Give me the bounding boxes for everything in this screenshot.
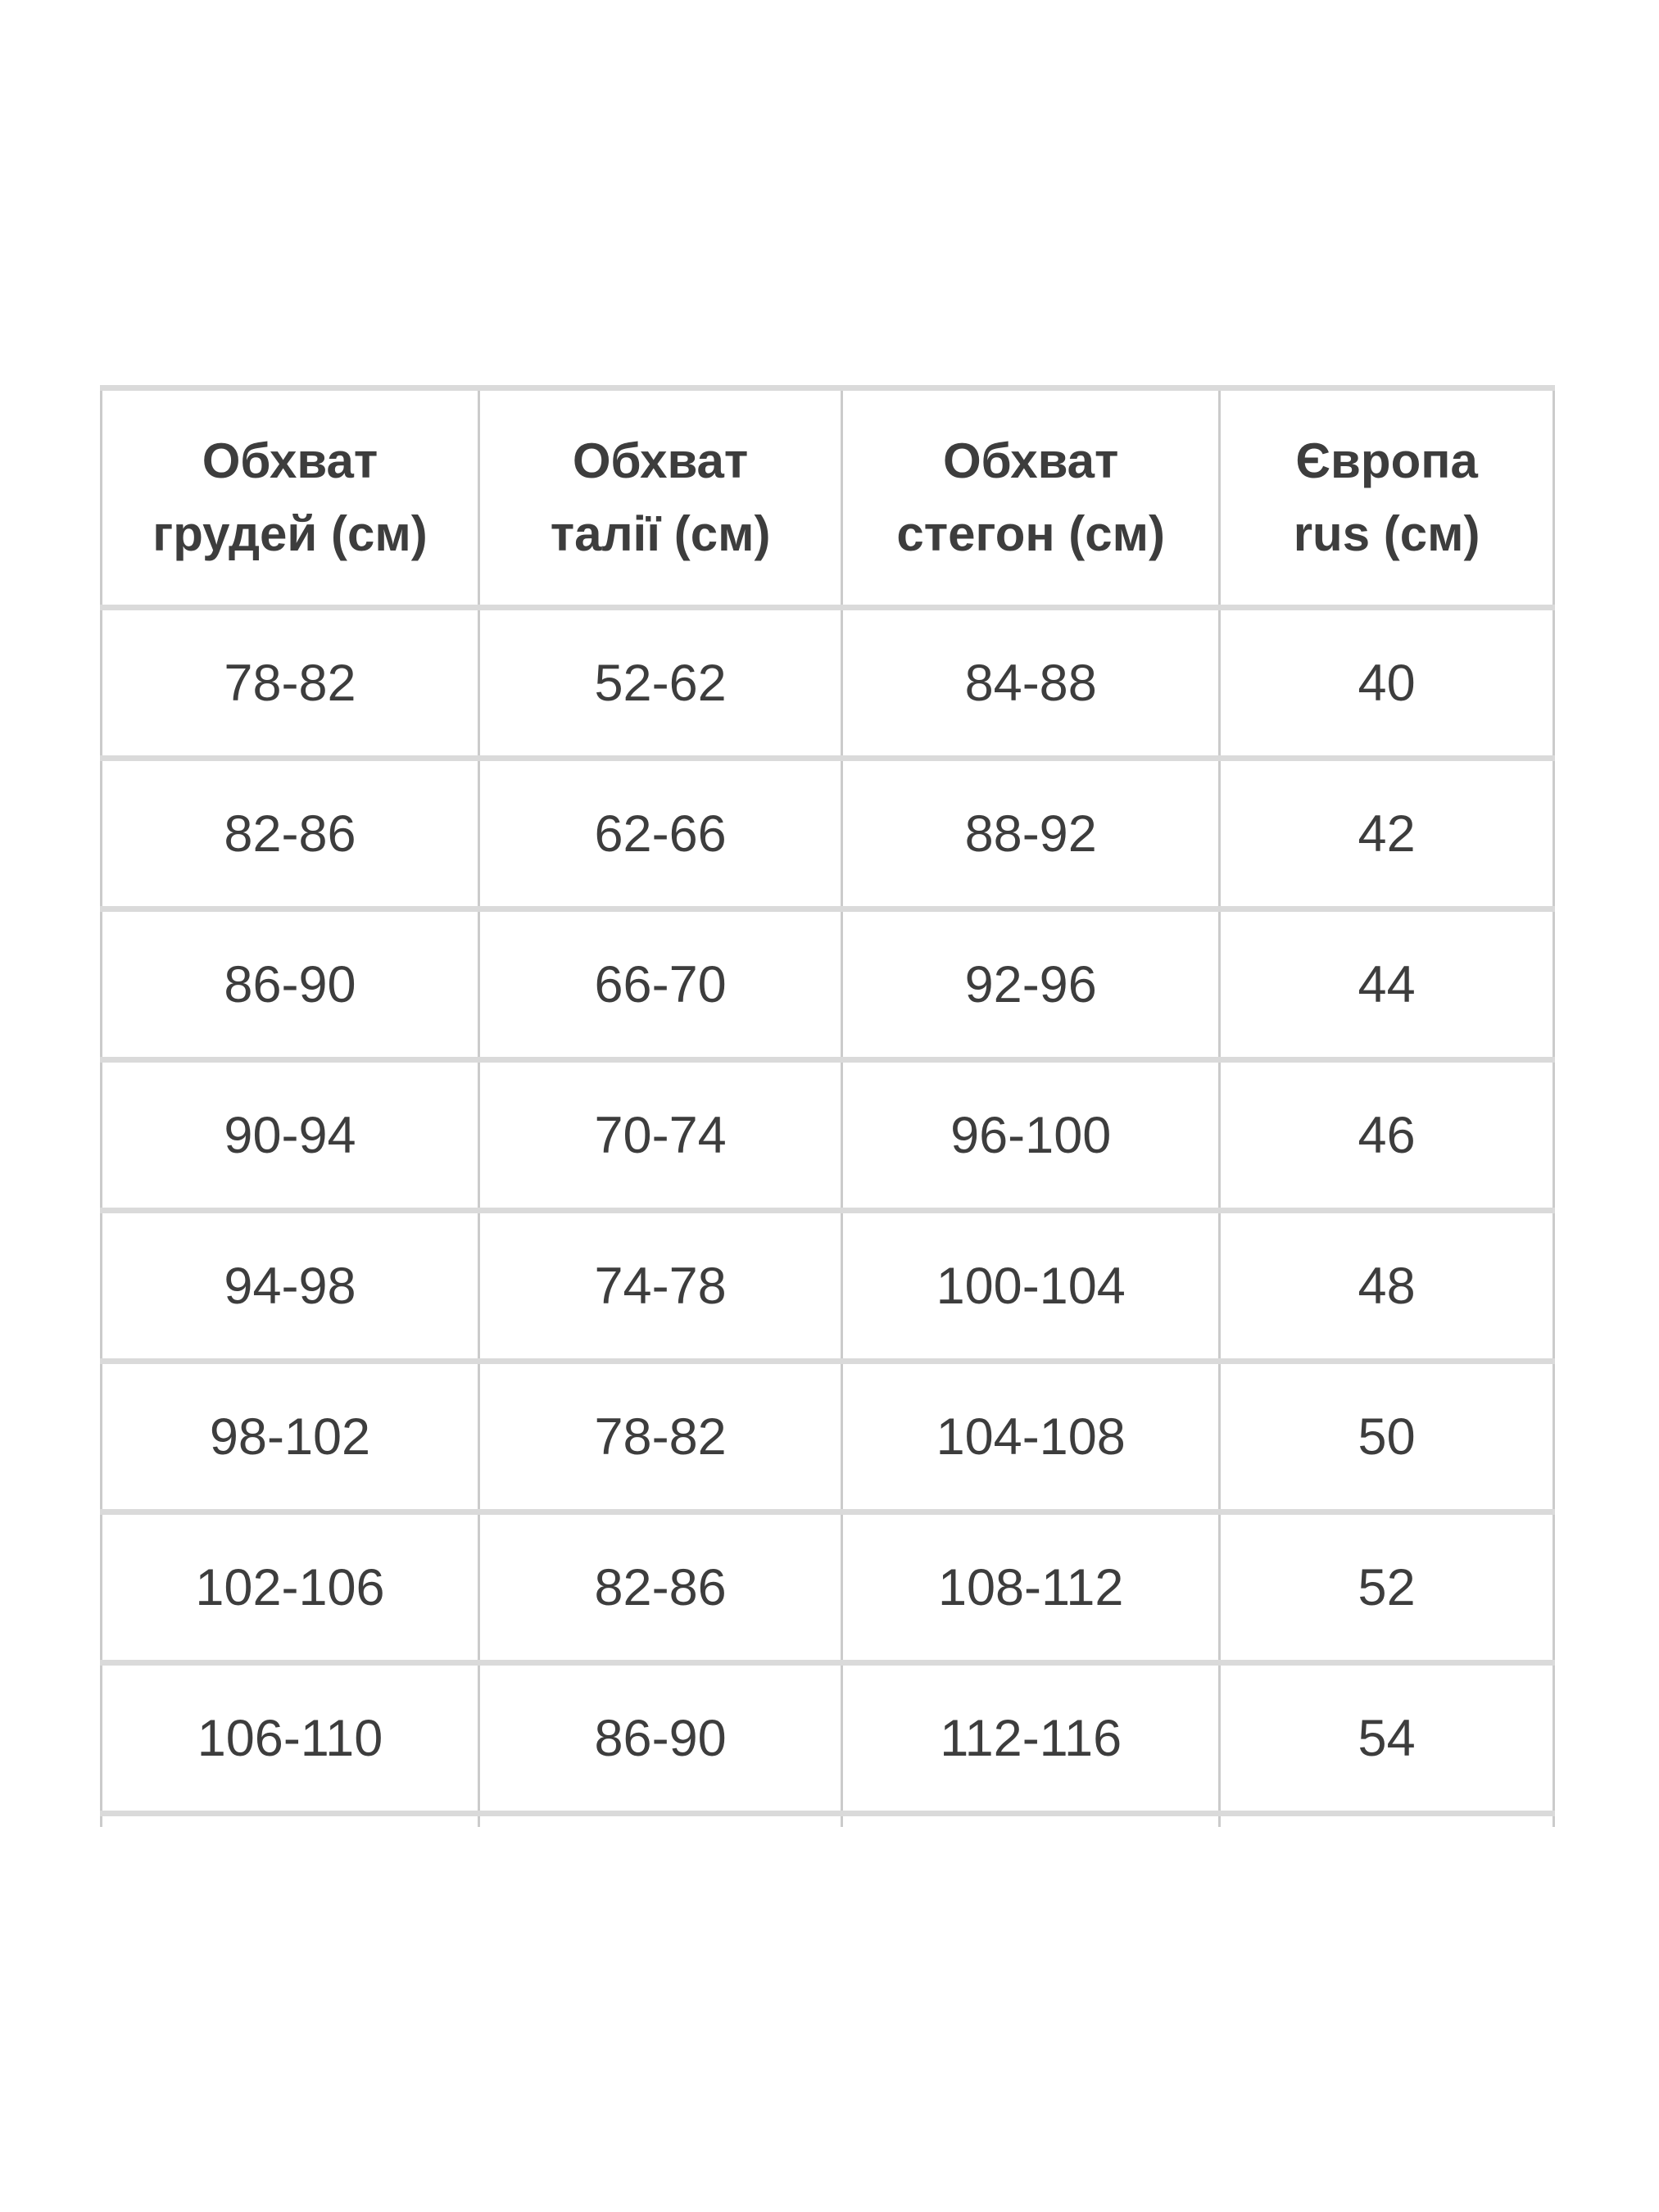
cell-hips	[842, 1814, 1220, 1828]
table-row	[102, 1362, 1554, 1512]
cell-waist: 82-86	[478, 1512, 841, 1663]
cell-hips: 84-88	[842, 608, 1220, 759]
cell-hips: 88-92	[842, 759, 1220, 909]
table-row	[102, 1211, 1554, 1362]
cell-waist	[478, 1814, 841, 1828]
table-row	[102, 909, 1554, 1060]
cell-chest: 102-106	[102, 1512, 479, 1663]
cell-waist: 74-78	[478, 1211, 841, 1362]
cell-hips: 104-108	[842, 1362, 1220, 1512]
column-header-chest-line1: Обхват	[202, 433, 378, 488]
table-row	[102, 608, 1554, 759]
cell-chest: 86-90	[102, 909, 479, 1060]
cell-waist: 86-90	[478, 1663, 841, 1814]
size-chart-container	[100, 385, 1555, 1827]
column-header-hips	[842, 388, 1220, 608]
cell-chest: 78-82	[102, 608, 479, 759]
column-header-chest	[102, 388, 479, 608]
cell-size: 48	[1220, 1211, 1554, 1362]
column-header-europe-size-line1: Європа	[1295, 433, 1478, 488]
size-chart-table	[100, 385, 1555, 1827]
cell-size: 54	[1220, 1663, 1554, 1814]
column-header-europe-size	[1220, 388, 1554, 608]
table-row	[102, 1512, 1554, 1663]
cell-hips: 100-104	[842, 1211, 1220, 1362]
cell-size: 52	[1220, 1512, 1554, 1663]
column-header-hips-line1: Обхват	[942, 433, 1119, 488]
column-header-chest-line2: грудей (см)	[152, 505, 428, 561]
cell-waist: 52-62	[478, 608, 841, 759]
cell-chest: 90-94	[102, 1060, 479, 1211]
cell-chest: 94-98	[102, 1211, 479, 1362]
cell-size	[1220, 1814, 1554, 1828]
column-header-hips-line2: стегон (см)	[896, 505, 1165, 561]
cell-hips: 92-96	[842, 909, 1220, 1060]
column-header-europe-size-line2: rus (см)	[1293, 505, 1480, 561]
cell-size: 46	[1220, 1060, 1554, 1211]
column-header-waist-line2: талії (см)	[550, 505, 771, 561]
cell-hips: 96-100	[842, 1060, 1220, 1211]
table-row-partial	[102, 1814, 1554, 1828]
cell-size: 50	[1220, 1362, 1554, 1512]
cell-chest: 82-86	[102, 759, 479, 909]
cell-hips: 108-112	[842, 1512, 1220, 1663]
cell-hips: 112-116	[842, 1663, 1220, 1814]
cell-size: 40	[1220, 608, 1554, 759]
cell-size: 44	[1220, 909, 1554, 1060]
cell-chest: 98-102	[102, 1362, 479, 1512]
header-row	[102, 388, 1554, 608]
column-header-waist	[478, 388, 841, 608]
cell-chest: 106-110	[102, 1663, 479, 1814]
cell-waist: 66-70	[478, 909, 841, 1060]
table-row	[102, 1060, 1554, 1211]
cell-waist: 78-82	[478, 1362, 841, 1512]
table-row	[102, 1663, 1554, 1814]
table-row	[102, 759, 1554, 909]
cell-waist: 62-66	[478, 759, 841, 909]
cell-chest	[102, 1814, 479, 1828]
cell-size: 42	[1220, 759, 1554, 909]
cell-waist: 70-74	[478, 1060, 841, 1211]
column-header-waist-line1: Обхват	[572, 433, 749, 488]
